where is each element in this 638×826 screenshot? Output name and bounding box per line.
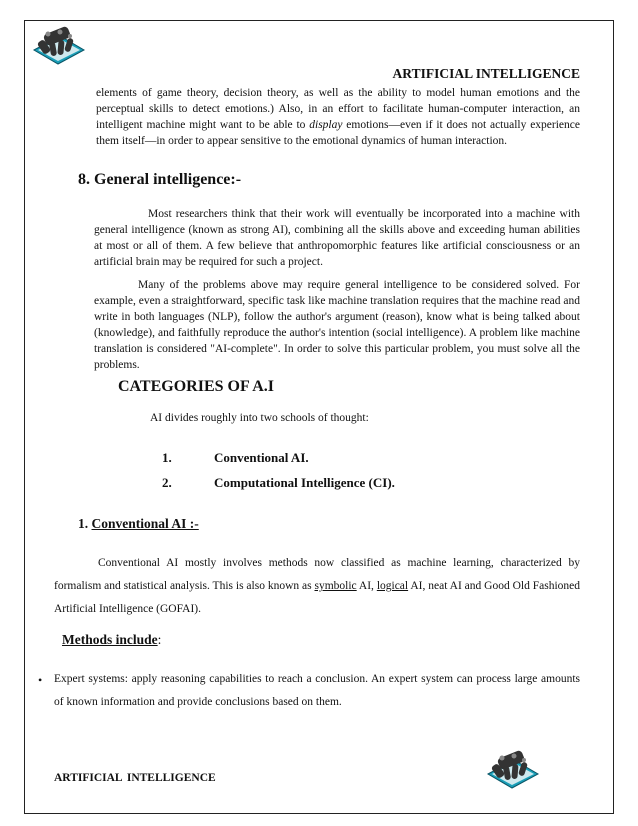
expert-systems-paragraph: Expert systems: apply reasoning capabilities to reach a conclusion. An expert system can process large amounts of known information and provide conclusions based on them. (54, 673, 580, 708)
general-intelligence-heading: 8. General intelligence:- (78, 171, 242, 188)
symbolic-link[interactable]: symbolic (314, 580, 357, 592)
category-number: 1. (162, 450, 172, 465)
categories-intro: AI divides roughly into two schools of thought: (150, 412, 369, 424)
header-title: ARTIFICIAL INTELLIGENCE (392, 66, 580, 81)
general-intelligence-paragraph-2: Many of the problems above may require general intelligence to be considered solved. For example, even a straightforward, specific task like machine translation requires that the machine read and write in both languages (NLP), follow the author's argument (reason), know what is being talked about (knowledge), and faithfully reproduce the author's intention (social intelligence). A problem like machine translation is considered "AI-complete". In order to solve this particular problem, you must solve all the problems. (94, 279, 580, 371)
robot-hand-chip-icon (30, 20, 88, 70)
logical-link[interactable]: logical (376, 580, 409, 592)
conventional-ai-heading: 1. Conventional AI :- (78, 516, 199, 531)
conventional-ai-paragraph: Conventional AI mostly involves methods now classified as machine learning, characterized by formalism and statistical analysis. This is also known as symbolic AI, logical AI, neat AI and Good Old Fashioned Artificial Intelligence (GOFAI). (54, 557, 580, 615)
methods-heading: Methods include: (62, 632, 162, 647)
footer-title: ARTIFICIAL INTELLIGENCE (54, 772, 216, 784)
intro-paragraph: elements of game theory, decision theory, as well as the ability to model human emotions and the perceptual skills to detect emotions.) Also, in an effort to facilitate human-computer interaction, an intelligent machine might want to be able to display emotions—even if it does not actually experience them itself—in order to appear sensitive to the emotional dynamics of human interaction. (96, 87, 580, 147)
general-intelligence-paragraph-1: Most researchers think that their work will eventually be incorporated into a machine with general intelligence (known as strong AI), combining all the skills above and exceeding human abilities at most or all of them. A few believe that anthropomorphic features like artificial consciousness or an artificial brain may be required for such a project. (94, 208, 580, 268)
robot-hand-chip-icon (484, 744, 542, 794)
category-number: 2. (162, 475, 172, 490)
category-label: Computational Intelligence (CI). (214, 475, 395, 490)
category-label: Conventional AI. (214, 450, 309, 465)
display-italic: display (309, 119, 343, 131)
categories-heading: CATEGORIES OF A.I (118, 378, 275, 395)
bullet-icon: • (38, 673, 43, 687)
